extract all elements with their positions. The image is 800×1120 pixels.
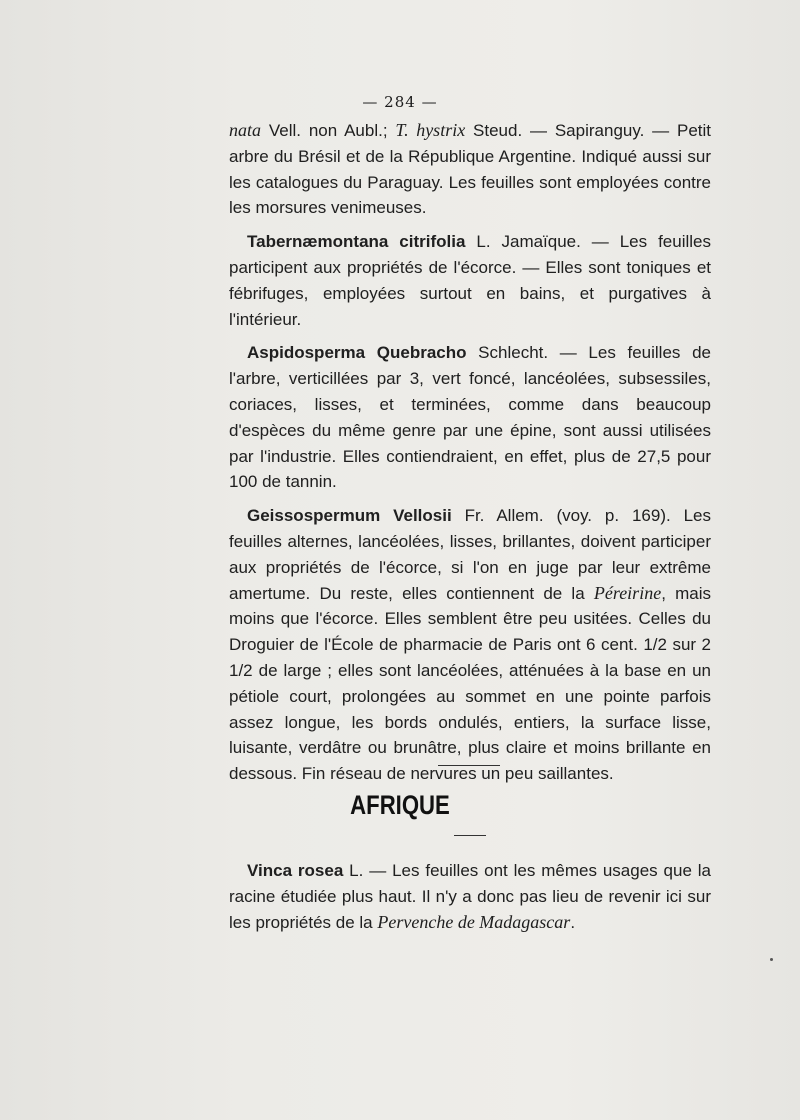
- body-text: .: [570, 912, 576, 932]
- body-text: L. — Les feuilles ont les mêmes usages que la racine étudiée plus haut. Il n'y a donc pas lieu de revenir ici sur les propriétés de la: [229, 861, 712, 932]
- paragraph: [229, 340, 711, 495]
- body-text: Schlecht. — Les feuilles de l'arbre, verticillées par 3, vert foncé, lancéolées, subsessiles, coriaces, lisses, et terminées, comme dans beaucoup d'espèces du même genre par une épine, sont aussi utilisées par l'industrie. Elles contiendraient, en effet, plus de 27,5 pour 100 de tannin.: [229, 343, 711, 492]
- body-text-bottom: [229, 858, 711, 935]
- paper-speck: [770, 958, 773, 961]
- species-name: Tabernæmontana citrifolia: [247, 232, 466, 252]
- body-text-top: [229, 118, 711, 787]
- species-name: Aspidosperma Quebracho: [247, 343, 467, 363]
- paragraph: [229, 118, 711, 221]
- body-text: Vell. non Aubl.;: [261, 121, 396, 140]
- italic-text: Pervenche de Madagascar: [377, 911, 571, 932]
- species-name: Geissospermum Vellosii: [247, 506, 452, 526]
- species-name: Vinca rosea: [247, 861, 344, 880]
- italic-text: T. hystrix: [395, 120, 466, 140]
- paragraph: [229, 503, 711, 787]
- body-text: Steud. — Sapiranguy. — Petit arbre du Brésil et de la République Argentine. Indiqué aussi sur les catalogues du Paraguay. Les feuilles sont employées contre les morsures venimeuses.: [229, 121, 712, 218]
- body-text: , mais moins que l'écorce. Elles semblent être peu usitées. Celles du Droguier de l'École de pharmacie de Paris ont 6 cent. 1/2 sur 2 1/2 de large ; elles sont lancéolées, atténuées à la base en un pétiole court, prolongées au sommet en une pointe parfois assez longue, les bords ondulés, entiers, la surface lisse, luisante, verdâtre ou brunâtre, plus claire et moins brillante en dessous. Fin réseau de nervures un peu saillantes.: [229, 583, 711, 784]
- italic-text: nata: [229, 120, 262, 140]
- section-divider-rule: [438, 765, 500, 766]
- paragraph: [229, 858, 711, 935]
- body-text: L. Jamaïque. — Les feuilles participent aux propriétés de l'écorce. — Elles sont toniques et fébrifuges, employées surtout en bains, et purgatives à l'intérieur.: [229, 232, 711, 329]
- paragraph: [229, 229, 711, 332]
- section-title: AFRIQUE: [350, 790, 450, 820]
- section-title-underline: [454, 835, 486, 836]
- body-text: Fr. Allem. (voy. p. 169). Les feuilles alternes, lancéolées, lisses, brillantes, doivent participer aux propriétés de l'écorce, si l'on en juge par leur extrême amertume. Du reste, elles contiennent de la: [229, 506, 711, 603]
- page-number: — 284 —: [362, 93, 438, 111]
- italic-text: Péreirine: [593, 582, 662, 603]
